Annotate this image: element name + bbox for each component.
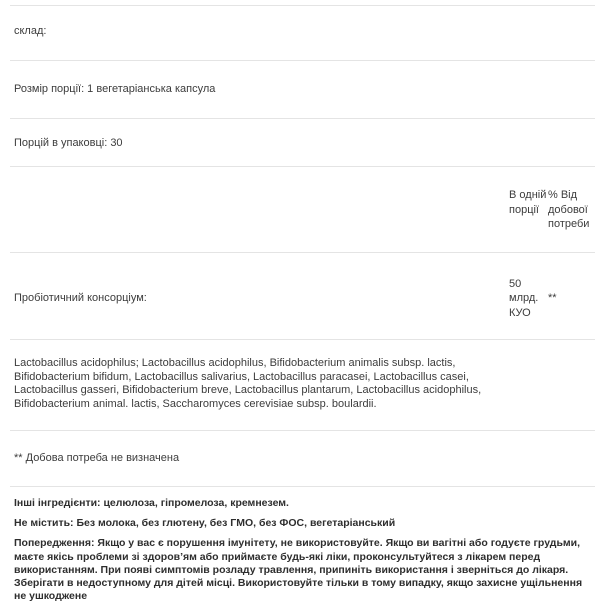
- composition-row: [0, 6, 600, 60]
- serving-size-text: Розмір порції: 1 вегетаріанська капсула: [14, 83, 216, 95]
- does-not-contain-text: Не містить: Без молока, без глютену, без ГМО, без ФОС, вегетаріанський: [14, 517, 396, 530]
- column-header-amount-per-serving: В одній порції: [509, 189, 547, 216]
- other-ingredients-text: Інші інгредієнти: целюлоза, гіпромелоза, кремнезем.: [14, 497, 289, 509]
- table-row: [0, 253, 600, 340]
- composition-label: склад:: [14, 25, 47, 37]
- nutrient-name: Пробіотичний консорціум:: [14, 292, 147, 305]
- serving-size-row: [0, 61, 600, 118]
- nutrient-amount: 50 млрд. КУО: [509, 277, 539, 319]
- nutrient-daily-value: **: [548, 292, 557, 304]
- servings-per-container-text: Порцій в упаковці: 30: [14, 137, 123, 149]
- strain-list-text: Lactobacillus acidophilus; Lactobacillus acidophilus, Bifidobacterium animalis subsp. lactis, Bifidobacterium bifidum, Lactobacillus salivarius, Lactobacillus paracasei, Lactobacillus casei, Lactobacillus gasseri, Bifidobacterium breve, Lactobacillus plantarum, Lactobacillus acidophilus, Bifidobacterium animal. lactis, Saccharomyces cerevisiae subsp. boulardii.: [14, 357, 482, 410]
- strain-list-row: [0, 340, 600, 430]
- additional-info-section: [0, 487, 600, 603]
- column-header-row: [0, 167, 600, 252]
- warnings-text: Попередження: Якщо у вас є порушення імунітету, не використовуйте. Якщо ви вагітні або годуєте грудьми, маєте якісь проблеми зі здоров’ям або приймаєте будь-які ліки, проконсультуйтеся з лікарем перед використанням. При появі симптомів розладу травлення, припиніть використання і зверніться до лікаря. Зберігати в недоступному для дітей місці. Використовуйте тільки в тому випадку, якщо захисне ущільнення не ушкоджене: [14, 537, 583, 603]
- daily-value-note-text: ** Добова потреба не визначена: [14, 452, 180, 464]
- daily-value-note-row: [0, 431, 600, 486]
- column-header-percent-daily-value: % Від добової потреби: [548, 189, 590, 230]
- servings-per-container-row: [0, 119, 600, 166]
